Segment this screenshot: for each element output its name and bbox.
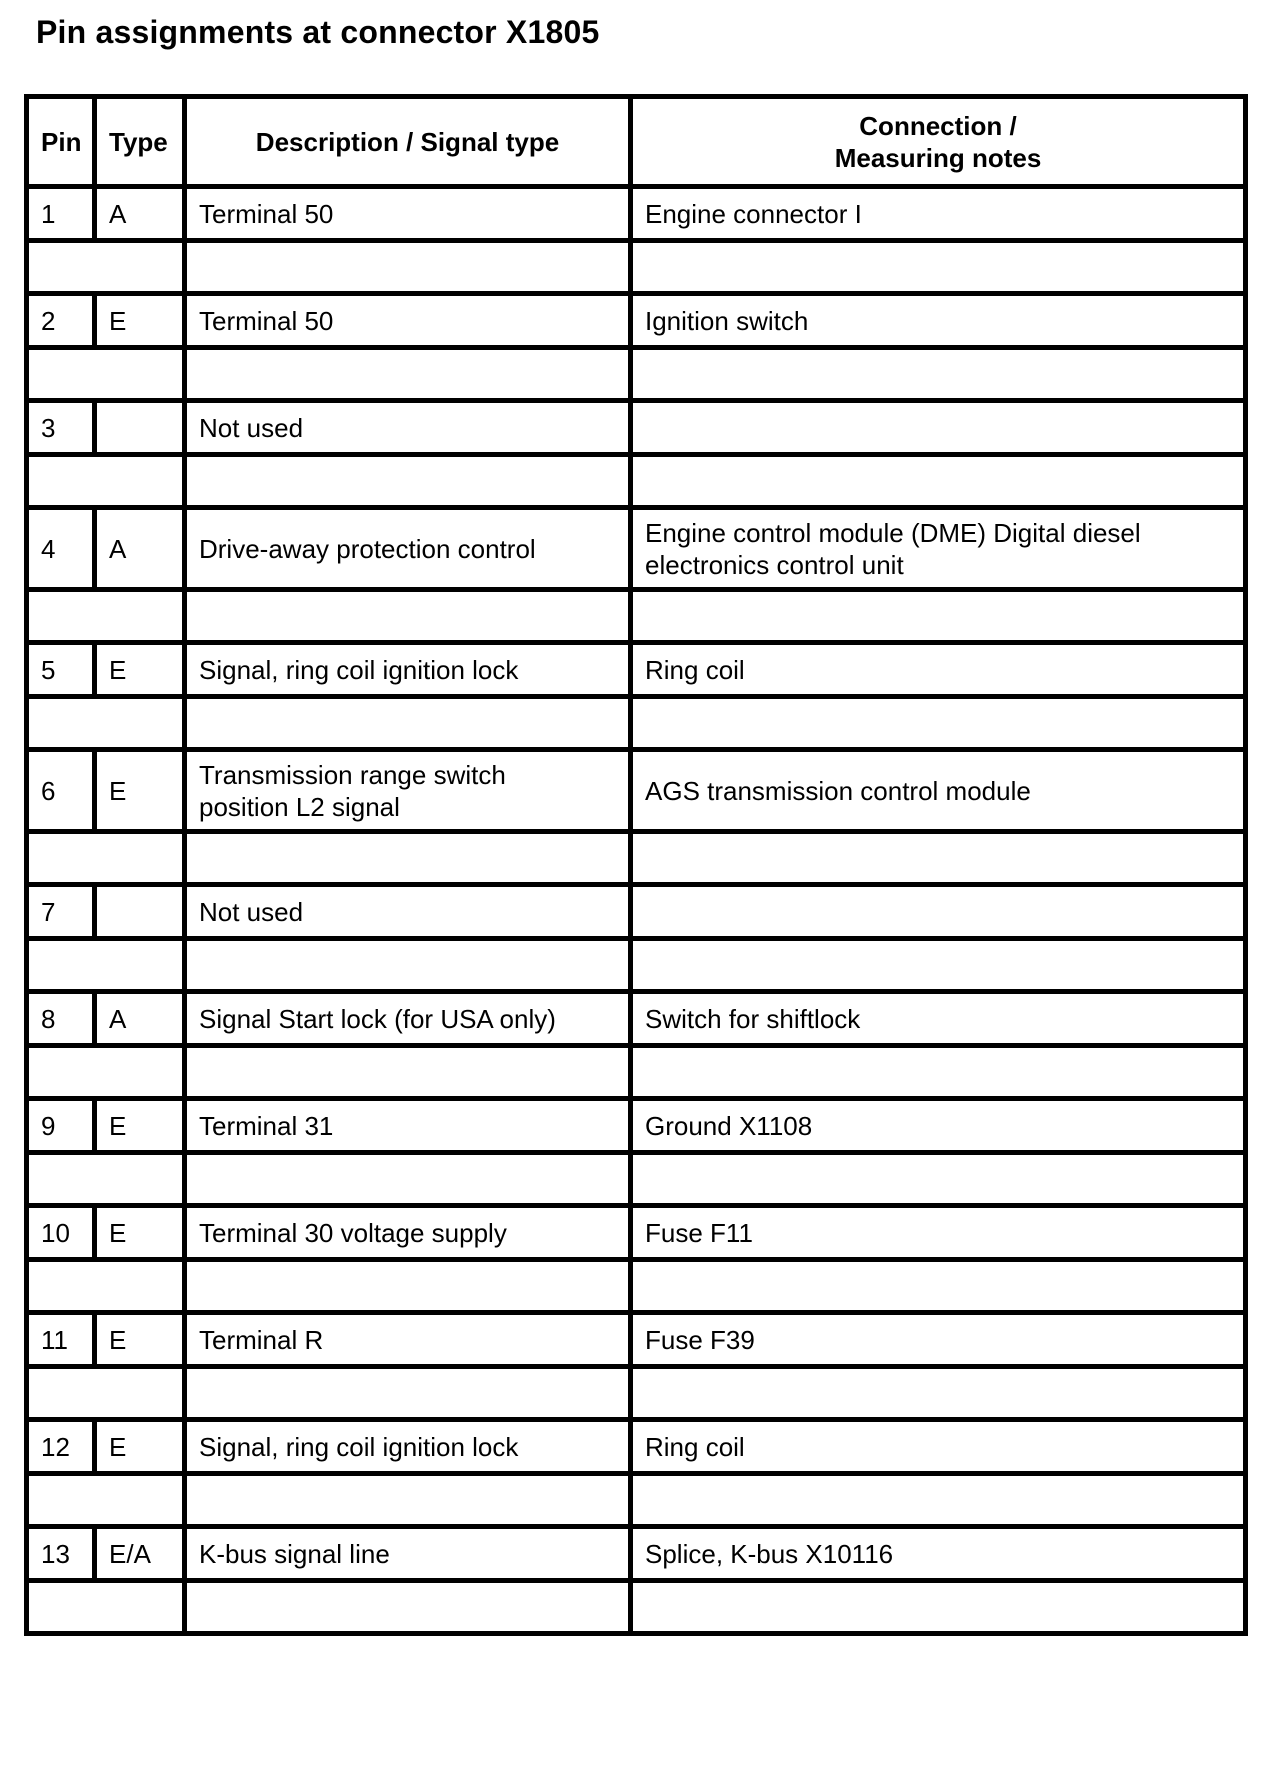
cell-pin: 9 bbox=[27, 1099, 95, 1153]
cell-connection-line: Fuse F39 bbox=[645, 1324, 755, 1355]
spacer-row bbox=[27, 1474, 1246, 1527]
cell-type: A bbox=[95, 992, 185, 1046]
spacer-cell bbox=[27, 1474, 185, 1527]
spacer-cell bbox=[185, 939, 631, 992]
cell-connection bbox=[631, 1099, 1246, 1153]
cell-description-line: Terminal 30 voltage supply bbox=[199, 1217, 507, 1248]
spacer-cell bbox=[27, 832, 185, 885]
spacer-row bbox=[27, 241, 1246, 294]
spacer-cell bbox=[631, 1581, 1246, 1634]
table-row bbox=[27, 885, 1246, 939]
spacer-cell bbox=[27, 939, 185, 992]
cell-connection-line: Switch for shiftlock bbox=[645, 1003, 861, 1034]
cell-pin: 13 bbox=[27, 1527, 95, 1581]
cell-type: E bbox=[95, 1420, 185, 1474]
spacer-cell bbox=[185, 697, 631, 750]
table-row bbox=[27, 1313, 1246, 1367]
spacer-cell bbox=[631, 241, 1246, 294]
table-row bbox=[27, 750, 1246, 832]
cell-description bbox=[185, 1313, 631, 1367]
cell-type: A bbox=[95, 187, 185, 241]
spacer-cell bbox=[185, 1581, 631, 1634]
cell-type bbox=[95, 401, 185, 455]
cell-description bbox=[185, 1099, 631, 1153]
spacer-cell bbox=[27, 348, 185, 401]
pin-assignment-table bbox=[24, 94, 1248, 1636]
column-header-description: Description / Signal type bbox=[185, 97, 631, 187]
cell-description-line: Not used bbox=[199, 896, 304, 927]
cell-type: E bbox=[95, 294, 185, 348]
cell-connection-line: Engine connector I bbox=[645, 198, 862, 229]
cell-connection-line: Ignition switch bbox=[645, 305, 809, 336]
cell-connection-line: AGS transmission control module bbox=[645, 775, 1031, 806]
cell-description-line: K-bus signal line bbox=[199, 1538, 390, 1569]
cell-pin: 2 bbox=[27, 294, 95, 348]
column-header-connection-line2: Measuring notes bbox=[834, 142, 1042, 173]
spacer-row bbox=[27, 455, 1246, 508]
spacer-cell bbox=[27, 1046, 185, 1099]
spacer-cell bbox=[631, 590, 1246, 643]
spacer-cell bbox=[27, 1581, 185, 1634]
spacer-cell bbox=[185, 348, 631, 401]
cell-connection bbox=[631, 401, 1246, 455]
table-header-row bbox=[27, 97, 1246, 187]
table-row bbox=[27, 401, 1246, 455]
cell-type: E bbox=[95, 643, 185, 697]
cell-connection-line: Splice, K-bus X10116 bbox=[645, 1538, 894, 1569]
cell-description-line: Signal Start lock (for USA only) bbox=[199, 1003, 556, 1034]
spacer-cell bbox=[631, 939, 1246, 992]
cell-description bbox=[185, 187, 631, 241]
spacer-cell bbox=[631, 697, 1246, 750]
spacer-cell bbox=[631, 455, 1246, 508]
cell-description-line: Drive-away protection control bbox=[199, 533, 536, 564]
spacer-row bbox=[27, 939, 1246, 992]
table-body bbox=[27, 187, 1246, 1634]
spacer-cell bbox=[27, 697, 185, 750]
spacer-row bbox=[27, 1260, 1246, 1313]
cell-type: E bbox=[95, 1313, 185, 1367]
spacer-cell bbox=[631, 1367, 1246, 1420]
table-row bbox=[27, 294, 1246, 348]
cell-description-line: Signal, ring coil ignition lock bbox=[199, 654, 519, 685]
cell-connection bbox=[631, 992, 1246, 1046]
spacer-row bbox=[27, 1367, 1246, 1420]
spacer-cell bbox=[631, 1046, 1246, 1099]
column-header-pin: Pin bbox=[27, 97, 95, 187]
cell-description bbox=[185, 508, 631, 590]
cell-pin: 1 bbox=[27, 187, 95, 241]
cell-connection-line: electronics control unit bbox=[645, 549, 904, 580]
cell-connection bbox=[631, 1527, 1246, 1581]
cell-pin: 11 bbox=[27, 1313, 95, 1367]
cell-connection bbox=[631, 885, 1246, 939]
spacer-cell bbox=[27, 1153, 185, 1206]
cell-description-line: Terminal 31 bbox=[199, 1110, 334, 1141]
cell-connection-line: Ground X1108 bbox=[645, 1110, 813, 1141]
spacer-cell bbox=[185, 1046, 631, 1099]
cell-connection-line: Ring coil bbox=[645, 1431, 745, 1462]
cell-type: E bbox=[95, 1206, 185, 1260]
spacer-cell bbox=[185, 1367, 631, 1420]
spacer-cell bbox=[185, 241, 631, 294]
cell-description-line: Terminal 50 bbox=[199, 198, 334, 229]
column-header-connection-line1: Connection / bbox=[859, 110, 1017, 141]
spacer-cell bbox=[27, 1367, 185, 1420]
cell-description-line: Signal, ring coil ignition lock bbox=[199, 1431, 519, 1462]
cell-pin: 7 bbox=[27, 885, 95, 939]
column-header-connection bbox=[631, 97, 1246, 187]
cell-connection-line: Ring coil bbox=[645, 654, 745, 685]
cell-connection bbox=[631, 294, 1246, 348]
column-header-type: Type bbox=[95, 97, 185, 187]
spacer-cell bbox=[185, 590, 631, 643]
cell-connection bbox=[631, 750, 1246, 832]
cell-type bbox=[95, 885, 185, 939]
cell-description bbox=[185, 643, 631, 697]
spacer-row bbox=[27, 1153, 1246, 1206]
cell-pin: 10 bbox=[27, 1206, 95, 1260]
cell-connection bbox=[631, 187, 1246, 241]
cell-connection-line: Engine control module (DME) Digital diesel bbox=[645, 517, 1141, 548]
spacer-cell bbox=[185, 832, 631, 885]
cell-description bbox=[185, 294, 631, 348]
spacer-cell bbox=[27, 590, 185, 643]
cell-description-line: Terminal 50 bbox=[199, 305, 334, 336]
cell-description bbox=[185, 1420, 631, 1474]
spacer-cell bbox=[185, 455, 631, 508]
cell-pin: 5 bbox=[27, 643, 95, 697]
spacer-row bbox=[27, 1581, 1246, 1634]
cell-connection bbox=[631, 1313, 1246, 1367]
cell-connection bbox=[631, 1420, 1246, 1474]
cell-type: E bbox=[95, 1099, 185, 1153]
cell-pin: 3 bbox=[27, 401, 95, 455]
cell-description-line: Not used bbox=[199, 412, 304, 443]
cell-pin: 4 bbox=[27, 508, 95, 590]
spacer-cell bbox=[631, 1153, 1246, 1206]
cell-description bbox=[185, 1527, 631, 1581]
table-row bbox=[27, 187, 1246, 241]
cell-connection-line: Fuse F11 bbox=[645, 1217, 753, 1248]
cell-type: E bbox=[95, 750, 185, 832]
cell-description-line: Terminal R bbox=[199, 1324, 324, 1355]
spacer-cell bbox=[185, 1474, 631, 1527]
spacer-cell bbox=[27, 241, 185, 294]
spacer-cell bbox=[185, 1153, 631, 1206]
table-row bbox=[27, 1099, 1246, 1153]
table-row bbox=[27, 1527, 1246, 1581]
spacer-row bbox=[27, 348, 1246, 401]
spacer-cell bbox=[631, 1260, 1246, 1313]
cell-description bbox=[185, 992, 631, 1046]
spacer-cell bbox=[185, 1260, 631, 1313]
spacer-row bbox=[27, 1046, 1246, 1099]
cell-description-line: Transmission range switch bbox=[199, 759, 506, 790]
cell-type: A bbox=[95, 508, 185, 590]
cell-connection bbox=[631, 508, 1246, 590]
page-title: Pin assignments at connector X1805 bbox=[36, 14, 600, 50]
cell-description bbox=[185, 1206, 631, 1260]
table-row bbox=[27, 1420, 1246, 1474]
cell-connection bbox=[631, 643, 1246, 697]
cell-description-line: position L2 signal bbox=[199, 791, 400, 822]
cell-connection bbox=[631, 1206, 1246, 1260]
spacer-cell bbox=[631, 348, 1246, 401]
cell-description bbox=[185, 750, 631, 832]
cell-description bbox=[185, 401, 631, 455]
spacer-cell bbox=[27, 1260, 185, 1313]
cell-pin: 6 bbox=[27, 750, 95, 832]
spacer-cell bbox=[27, 455, 185, 508]
table-row bbox=[27, 1206, 1246, 1260]
cell-type: E/A bbox=[95, 1527, 185, 1581]
spacer-cell bbox=[631, 832, 1246, 885]
spacer-row bbox=[27, 697, 1246, 750]
spacer-row bbox=[27, 590, 1246, 643]
table-row bbox=[27, 643, 1246, 697]
cell-description bbox=[185, 885, 631, 939]
table-row bbox=[27, 508, 1246, 590]
cell-pin: 8 bbox=[27, 992, 95, 1046]
spacer-row bbox=[27, 832, 1246, 885]
cell-pin: 12 bbox=[27, 1420, 95, 1474]
table-row bbox=[27, 992, 1246, 1046]
spacer-cell bbox=[631, 1474, 1246, 1527]
